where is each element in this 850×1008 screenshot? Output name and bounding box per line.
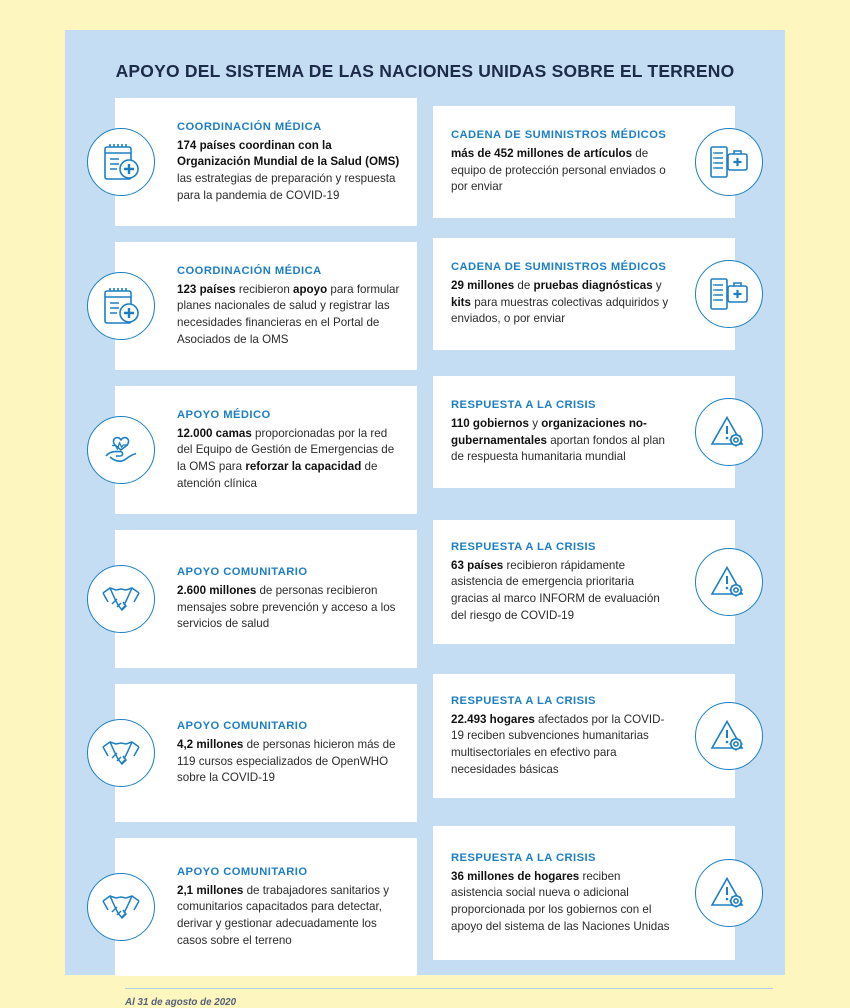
medical-supply-box-icon <box>695 128 763 196</box>
stat-card-text: 22.493 hogares afectados por la COVID-19 reciben subvenciones humanitarias multisectoriales en efectivo para necesidades básicas <box>451 712 665 776</box>
stat-card-text: 63 países recibieron rápidamente asistencia de emergencia prioritaria gracias al marco INFORM de evaluación del riesgo de COVID-19 <box>451 558 660 622</box>
stat-card <box>115 838 417 976</box>
medical-clipboard-icon <box>87 272 155 340</box>
stat-card-content <box>451 694 673 779</box>
stat-card <box>115 530 417 668</box>
crisis-alert-gear-icon <box>695 548 763 616</box>
stat-card <box>433 674 735 798</box>
stat-card-content <box>177 120 403 205</box>
infographic-poster <box>65 30 785 1008</box>
stat-card-heading: RESPUESTA A LA CRISIS <box>451 694 596 707</box>
stat-card-content <box>451 540 673 625</box>
heart-in-hand-icon <box>87 416 155 484</box>
page-title: APOYO DEL SISTEMA DE LAS NACIONES UNIDAS SOBRE EL TERRENO <box>115 61 735 81</box>
handshake-icon <box>87 719 155 787</box>
stat-card-heading: APOYO MÉDICO <box>177 408 271 421</box>
stat-card-text: 29 millones de pruebas diagnósticas y kits para muestras colectivas adquiridos y enviados, o por enviar <box>451 278 669 326</box>
stat-card-text: 2.600 millones de personas recibieron mensajes sobre prevención y acceso a los servicios de salud <box>177 583 396 631</box>
right-column <box>433 98 763 976</box>
stat-card-heading: RESPUESTA A LA CRISIS <box>451 399 596 412</box>
stat-card-heading: APOYO COMUNITARIO <box>177 566 308 579</box>
stat-card-text: 4,2 millones de personas hicieron más de 119 cursos especializados de OpenWHO sobre la COVID-19 <box>177 737 396 785</box>
medical-supply-box-icon <box>695 260 763 328</box>
stat-card <box>115 98 417 226</box>
crisis-alert-gear-icon <box>695 702 763 770</box>
stat-card-heading: APOYO COMUNITARIO <box>177 720 308 733</box>
stat-card-text: 2,1 millones de trabajadores sanitarios y comunitarios capacitados para detectar, derivar y gestionar adecuadamente los casos sobre el terreno <box>177 883 390 947</box>
stat-card-heading: RESPUESTA A LA CRISIS <box>451 540 596 553</box>
stat-card-text: 36 millones de hogares reciben asistencia social nueva o adicional proporcionada por los gobiernos con el apoyo del sistema de las Naciones Unidas <box>451 869 670 933</box>
handshake-icon <box>87 873 155 941</box>
left-column <box>87 98 417 976</box>
stat-card <box>115 386 417 514</box>
stat-card-heading: RESPUESTA A LA CRISIS <box>451 851 596 864</box>
crisis-alert-gear-icon <box>695 859 763 927</box>
stat-card <box>433 106 735 218</box>
stat-card-content <box>177 865 403 950</box>
crisis-alert-gear-icon <box>695 398 763 466</box>
stat-card-content <box>177 264 403 349</box>
stat-card-text: 110 gobiernos y organizaciones no-gubernamentales aportan fondos al plan de respuesta humanitaria mundial <box>451 416 665 464</box>
stat-card-content <box>451 851 673 936</box>
stat-card-content <box>177 408 403 493</box>
stat-card-heading: COORDINACIÓN MÉDICA <box>177 264 322 277</box>
footnote: Al 31 de agosto de 2020 <box>125 988 773 1008</box>
stat-card <box>433 376 735 488</box>
stat-card-heading: CADENA DE SUMINISTROS MÉDICOS <box>451 129 667 142</box>
stat-card-content <box>177 719 403 787</box>
stat-card-heading: CADENA DE SUMINISTROS MÉDICOS <box>451 261 667 274</box>
stat-card-heading: APOYO COMUNITARIO <box>177 865 308 878</box>
stat-card-content <box>451 260 673 328</box>
stat-card <box>115 684 417 822</box>
stat-card-text: 123 países recibieron apoyo para formular planes nacionales de salud y registrar las necesidades financieras en el Portal de Asociados de la OMS <box>177 282 400 346</box>
stat-card-heading: COORDINACIÓN MÉDICA <box>177 120 322 133</box>
handshake-icon <box>87 565 155 633</box>
cards-grid <box>87 98 763 976</box>
stat-card-text: más de 452 millones de artículos de equipo de protección personal enviados o por enviar <box>451 146 666 194</box>
stat-card-content <box>177 565 403 633</box>
stat-card <box>433 238 735 350</box>
stat-card-text: 174 países coordinan con la Organización Mundial de la Salud (OMS) las estrategias de preparación y respuesta para la pandemia de COVID-19 <box>177 138 400 202</box>
medical-clipboard-icon <box>87 128 155 196</box>
stat-card-content <box>451 398 673 466</box>
stat-card-text: 12.000 camas proporcionadas por la red del Equipo de Gestión de Emergencias de la OMS para reforzar la capacidad de atención clínica <box>177 426 395 490</box>
stat-card <box>115 242 417 370</box>
stat-card <box>433 520 735 644</box>
stat-card-content <box>451 128 673 196</box>
stat-card <box>433 826 735 960</box>
